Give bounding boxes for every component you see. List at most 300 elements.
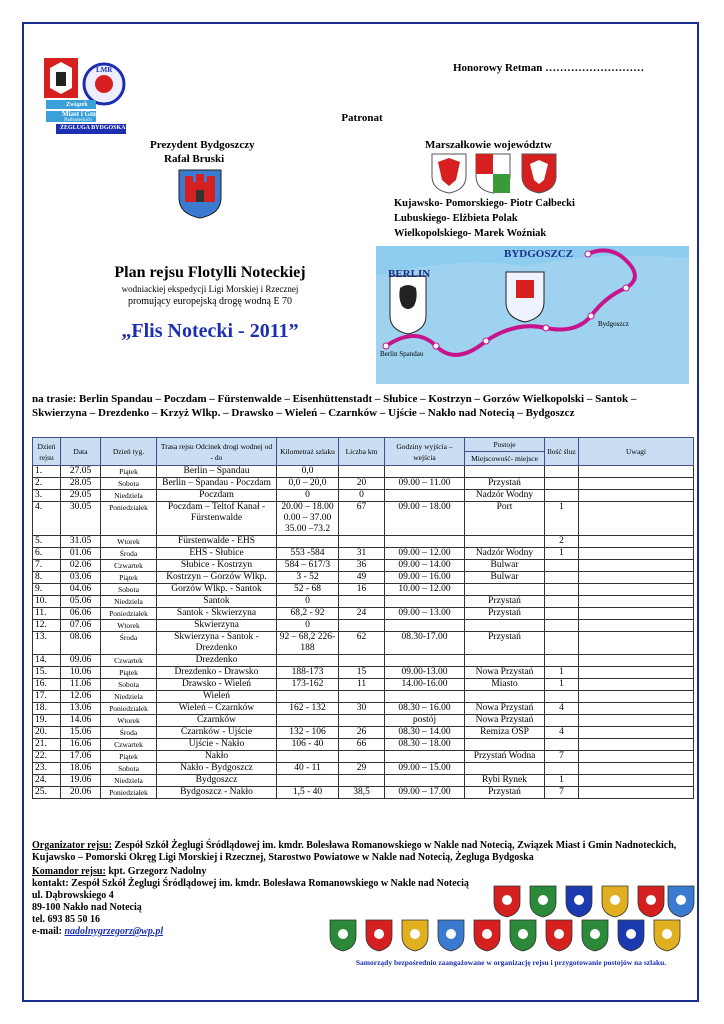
cell-distance: 26: [339, 727, 385, 739]
cell-stop-place: [465, 691, 545, 703]
cell-hours: [385, 536, 465, 548]
cell-locks: 4: [545, 703, 579, 715]
cell-route: Gorzów Wlkp. - Santok: [157, 584, 277, 596]
cell-route: Skwierzyna: [157, 620, 277, 632]
cell-day: 20.: [33, 727, 61, 739]
cell-route: EHS - Słubice: [157, 548, 277, 560]
table-row: [33, 727, 694, 739]
cell-stop-place: Przystań: [465, 596, 545, 608]
marshals-title: Marszałkowie województw: [425, 139, 552, 151]
cell-date: 16.06: [61, 739, 101, 751]
cell-notes: [579, 572, 694, 584]
cell-route: Nakło: [157, 751, 277, 763]
table-header-row: [33, 438, 694, 452]
cell-hours: 09.00-13.00: [385, 667, 465, 679]
cell-km: 188-173: [277, 667, 339, 679]
cell-route: Bydgoszcz - Nakło: [157, 787, 277, 799]
map-label-berlin: BERLIN: [388, 268, 431, 280]
table-row: [33, 691, 694, 703]
cell-locks: [545, 608, 579, 620]
cell-weekday: Piątek: [101, 466, 157, 478]
cell-day: 19.: [33, 715, 61, 727]
cell-date: 15.06: [61, 727, 101, 739]
cell-locks: [545, 620, 579, 632]
cell-distance: 49: [339, 572, 385, 584]
cell-locks: [545, 632, 579, 655]
cell-weekday: Sobota: [101, 679, 157, 691]
cell-date: 28.05: [61, 478, 101, 490]
cell-date: 12.06: [61, 691, 101, 703]
cell-date: 18.06: [61, 763, 101, 775]
cell-day: 22.: [33, 751, 61, 763]
cell-distance: 38,5: [339, 787, 385, 799]
marshals-list: [394, 196, 575, 241]
cell-hours: 08.30-17.00: [385, 632, 465, 655]
cell-weekday: Wtorek: [101, 536, 157, 548]
cell-notes: [579, 536, 694, 548]
cell-hours: 09.00 – 12.00: [385, 548, 465, 560]
cell-km: 132 - 106: [277, 727, 339, 739]
cell-date: 05.06: [61, 596, 101, 608]
cell-stop-place: Remiza OSP: [465, 727, 545, 739]
organizer-text: Zespół Szkół Żeglugi Śródlądowej im. kmdr. Bolesława Romanowskiego w Nakle nad Notecią, Związek Miast i Gmin Nadnoteckich, Kujawsko – Pomorski Okręg Ligi Morskiej i Rzecznej, Starostwo Powiatowe w Nakle nad Notecią, Żegluga Bydgoska: [32, 840, 677, 863]
cell-date: 31.05: [61, 536, 101, 548]
cell-notes: [579, 466, 694, 478]
cell-stop-place: [465, 620, 545, 632]
cell-locks: 2: [545, 536, 579, 548]
cell-day: 11.: [33, 608, 61, 620]
crest-emblem-icon: [626, 929, 636, 939]
cell-locks: 1: [545, 502, 579, 536]
table-row: [33, 536, 694, 548]
cell-distance: 31: [339, 548, 385, 560]
cell-date: 03.06: [61, 572, 101, 584]
cell-weekday: Poniedziałek: [101, 608, 157, 620]
cell-km: 162 - 132: [277, 703, 339, 715]
header-weekday: Dzień tyg.: [101, 438, 157, 466]
cell-weekday: Czwartek: [101, 655, 157, 667]
cell-weekday: Niedziela: [101, 490, 157, 502]
cell-route: Drezdenko: [157, 655, 277, 667]
table-row: [33, 608, 694, 620]
cell-notes: [579, 584, 694, 596]
cell-km: 3 - 52: [277, 572, 339, 584]
cell-locks: [545, 572, 579, 584]
cell-stop-place: Przystań: [465, 478, 545, 490]
cell-stop-place: Nowa Przystań: [465, 667, 545, 679]
cell-notes: [579, 739, 694, 751]
cell-distance: [339, 536, 385, 548]
header-notes: Uwagi: [579, 438, 694, 466]
patron-title: Patronat: [341, 112, 383, 124]
cell-weekday: Niedziela: [101, 596, 157, 608]
cell-notes: [579, 548, 694, 560]
cell-km: 106 - 40: [277, 739, 339, 751]
cell-locks: 7: [545, 787, 579, 799]
honorary-retman: Honorowy Retman ………………………: [453, 62, 645, 74]
cell-notes: [579, 751, 694, 763]
cell-day: 25.: [33, 787, 61, 799]
cell-notes: [579, 502, 694, 536]
table-row: [33, 632, 694, 655]
cell-notes: [579, 596, 694, 608]
table-row: [33, 620, 694, 632]
cell-date: 04.06: [61, 584, 101, 596]
map-label-bydgoszcz-city: Bydgoszcz: [598, 320, 629, 328]
cell-hours: [385, 490, 465, 502]
cell-day: 1.: [33, 466, 61, 478]
cell-route: Poczdam: [157, 490, 277, 502]
cell-notes: [579, 560, 694, 572]
footer-phone: tel. 693 85 50 16: [32, 914, 101, 925]
cell-distance: 30: [339, 703, 385, 715]
cell-date: 10.06: [61, 667, 101, 679]
cell-stop-place: [465, 584, 545, 596]
table-row: [33, 715, 694, 727]
table-row: [33, 763, 694, 775]
cell-stop-place: Nadzór Wodny: [465, 548, 545, 560]
cell-distance: 29: [339, 763, 385, 775]
cell-distance: 15: [339, 667, 385, 679]
header-stop: Postoje: [465, 438, 545, 452]
table-row: [33, 751, 694, 763]
table-row: [33, 703, 694, 715]
cell-weekday: Wtorek: [101, 715, 157, 727]
crest-emblem-icon: [554, 929, 564, 939]
commander-label: Komandor rejsu:: [32, 866, 106, 877]
crest-emblem-icon: [676, 895, 686, 905]
cell-km: 0: [277, 596, 339, 608]
map-label-spandau: Berlin Spandau: [380, 350, 424, 358]
header-distance: Liczba km: [339, 438, 385, 466]
logo-text-2: Miast i Gmin: [62, 110, 102, 118]
cell-day: 8.: [33, 572, 61, 584]
cell-stop-place: Bulwar: [465, 572, 545, 584]
bydgoszcz-crest-icon: [177, 168, 223, 225]
cell-km: 0,0 – 20,0: [277, 478, 339, 490]
cell-distance: [339, 751, 385, 763]
cell-weekday: Niedziela: [101, 775, 157, 787]
cell-weekday: Piątek: [101, 667, 157, 679]
cell-stop-place: [465, 655, 545, 667]
cell-distance: 24: [339, 608, 385, 620]
cell-notes: [579, 679, 694, 691]
marshal-wielkopolska: Wielkopolskiego- Marek Woźniak: [394, 228, 547, 239]
cell-route: Wieleń – Czarnków: [157, 703, 277, 715]
table-row: [33, 655, 694, 667]
email-label: e-mail:: [32, 926, 62, 937]
table-row: [33, 490, 694, 502]
cell-date: 09.06: [61, 655, 101, 667]
cell-hours: [385, 466, 465, 478]
cell-km: 0: [277, 620, 339, 632]
crest-emblem-icon: [410, 929, 420, 939]
cell-day: 15.: [33, 667, 61, 679]
cell-distance: 62: [339, 632, 385, 655]
cell-distance: 66: [339, 739, 385, 751]
cell-distance: 11: [339, 679, 385, 691]
footer-organizer: [32, 840, 694, 864]
footer-contact: kontakt: Zespół Szkół Żeglugi Śródlądowej im. kmdr. Bolesława Romanowskiego w Nakle nad Notecią: [32, 878, 469, 889]
table-row: [33, 572, 694, 584]
cell-distance: [339, 466, 385, 478]
cell-km: 553 -584: [277, 548, 339, 560]
table-row: [33, 596, 694, 608]
cell-hours: 09.00 – 17.00: [385, 787, 465, 799]
cell-locks: [545, 763, 579, 775]
cell-date: 07.06: [61, 620, 101, 632]
cell-locks: 1: [545, 548, 579, 560]
cell-stop-place: Nadzór Wodny: [465, 490, 545, 502]
cell-distance: [339, 691, 385, 703]
cell-hours: [385, 655, 465, 667]
cell-day: 5.: [33, 536, 61, 548]
cell-date: 19.06: [61, 775, 101, 787]
cell-route: Kostrzyn – Gorzów Wlkp.: [157, 572, 277, 584]
schedule-table: [32, 437, 694, 799]
cell-day: 9.: [33, 584, 61, 596]
president-name: Rafał Bruski: [164, 153, 225, 165]
cell-weekday: Wtorek: [101, 620, 157, 632]
cell-notes: [579, 632, 694, 655]
cell-route: Fürstenwalde - EHS: [157, 536, 277, 548]
logo-text-4: ŻEGLUGA BYDGOSKA: [60, 125, 126, 131]
cell-distance: [339, 655, 385, 667]
header-hours: Godziny wyjścia –wejścia: [385, 438, 465, 466]
cell-day: 16.: [33, 679, 61, 691]
cell-route: Poczdam – Teltof Kanał - Fürstenwalde: [157, 502, 277, 536]
header-km: Kilometraż szlaku: [277, 438, 339, 466]
cell-stop-place: Przystań: [465, 787, 545, 799]
cell-hours: [385, 596, 465, 608]
cell-day: 6.: [33, 548, 61, 560]
cell-date: 06.06: [61, 608, 101, 620]
cell-weekday: Sobota: [101, 478, 157, 490]
municipalities-caption: Samorządy bezpośrednio zaangażowane w organizację rejsu i przygotowanie postojów na szlaku.: [355, 958, 667, 967]
organizer-logos: [40, 48, 140, 138]
cell-hours: 09.00 – 18.00: [385, 502, 465, 536]
cell-hours: [385, 775, 465, 787]
cell-stop-place: Przystań: [465, 632, 545, 655]
crest-emblem-icon: [538, 895, 548, 905]
cell-km: [277, 751, 339, 763]
cell-notes: [579, 478, 694, 490]
crest-emblem-icon: [338, 929, 348, 939]
cell-km: [277, 691, 339, 703]
cell-locks: [545, 596, 579, 608]
cell-stop-place: [465, 466, 545, 478]
cell-route: Słubice - Kostrzyn: [157, 560, 277, 572]
cell-km: 20.00 – 18.00 0.00 – 37.00 35.00 –73.2: [277, 502, 339, 536]
cell-stop-place: Przystań: [465, 608, 545, 620]
crest-emblem-icon: [502, 895, 512, 905]
cell-route: Bydgoszcz: [157, 775, 277, 787]
cell-locks: [545, 478, 579, 490]
cell-weekday: Poniedziałek: [101, 703, 157, 715]
cell-distance: [339, 715, 385, 727]
plan-title: Plan rejsu Flotylli Noteckiej: [114, 264, 306, 281]
header-stop-place: Miejscowość- miejsce: [465, 452, 545, 466]
cell-day: 7.: [33, 560, 61, 572]
cell-stop-place: [465, 739, 545, 751]
table-row: [33, 739, 694, 751]
cell-hours: 09.00 – 11.00: [385, 478, 465, 490]
cell-km: [277, 655, 339, 667]
cell-route: Drawsko - Wieleń: [157, 679, 277, 691]
cell-locks: [545, 490, 579, 502]
cell-locks: 1: [545, 679, 579, 691]
cell-day: 3.: [33, 490, 61, 502]
cell-stop-place: [465, 536, 545, 548]
cell-date: 13.06: [61, 703, 101, 715]
cell-day: 12.: [33, 620, 61, 632]
cell-hours: [385, 751, 465, 763]
cell-stop-place: [465, 763, 545, 775]
cell-hours: 08.30 – 16.00: [385, 703, 465, 715]
cell-stop-place: Przystań Wodna: [465, 751, 545, 763]
cell-km: 1,5 - 40: [277, 787, 339, 799]
cell-day: 17.: [33, 691, 61, 703]
cell-date: 08.06: [61, 632, 101, 655]
cell-date: 27.05: [61, 466, 101, 478]
cell-notes: [579, 667, 694, 679]
cell-route: Berlin – Spandau: [157, 466, 277, 478]
cell-route: Berlin – Spandau - Poczdam: [157, 478, 277, 490]
cell-hours: 09.00 – 14.00: [385, 560, 465, 572]
cell-hours: 08.30 – 14.00: [385, 727, 465, 739]
cell-date: 29.05: [61, 490, 101, 502]
cell-date: 20.06: [61, 787, 101, 799]
cell-hours: [385, 691, 465, 703]
crest-emblem-icon: [574, 895, 584, 905]
cell-notes: [579, 703, 694, 715]
cell-km: [277, 536, 339, 548]
cell-distance: 20: [339, 478, 385, 490]
cell-route: Santok: [157, 596, 277, 608]
table-row: [33, 679, 694, 691]
cell-day: 18.: [33, 703, 61, 715]
crest-emblem-icon: [446, 929, 456, 939]
cell-stop-place: Nowa Przystań: [465, 703, 545, 715]
cell-notes: [579, 691, 694, 703]
cell-notes: [579, 787, 694, 799]
cell-distance: 16: [339, 584, 385, 596]
cell-weekday: Środa: [101, 548, 157, 560]
plan-subtitle-2: promujący europejską drogę wodną E 70: [127, 296, 293, 307]
table-row: [33, 775, 694, 787]
cell-stop-place: Port: [465, 502, 545, 536]
footer-commander: [32, 866, 206, 878]
cell-locks: 1: [545, 775, 579, 787]
cell-weekday: Sobota: [101, 584, 157, 596]
president-title: Prezydent Bydgoszczy: [150, 139, 255, 151]
cell-distance: 36: [339, 560, 385, 572]
cell-weekday: Poniedziałek: [101, 787, 157, 799]
table-row: [33, 502, 694, 536]
cell-weekday: Piątek: [101, 751, 157, 763]
header-locks: Ilość śluz: [545, 438, 579, 466]
cell-date: 02.06: [61, 560, 101, 572]
cell-notes: [579, 608, 694, 620]
cell-distance: [339, 775, 385, 787]
route-map: [376, 246, 689, 384]
cell-km: 0,0: [277, 466, 339, 478]
cell-locks: [545, 466, 579, 478]
marshal-lubuskie: Lubuskiego- Elżbieta Polak: [394, 213, 518, 224]
footer-address-1: ul. Dąbrowskiego 4: [32, 890, 114, 901]
cell-km: [277, 775, 339, 787]
cell-stop-place: Rybi Rynek: [465, 775, 545, 787]
cell-route: Drezdenko - Drawsko: [157, 667, 277, 679]
cell-hours: 09.00 – 16.00: [385, 572, 465, 584]
cell-hours: 14.00-16.00: [385, 679, 465, 691]
cell-km: 52 - 68: [277, 584, 339, 596]
logo-text-3: Nadnoteckich: [64, 118, 92, 123]
cell-km: 584 – 617/3: [277, 560, 339, 572]
cell-stop-place: Miasto: [465, 679, 545, 691]
cell-hours: postój: [385, 715, 465, 727]
cell-weekday: Piątek: [101, 572, 157, 584]
cell-notes: [579, 727, 694, 739]
cell-km: 40 - 11: [277, 763, 339, 775]
cell-route: Ujście - Nakło: [157, 739, 277, 751]
cell-locks: 7: [545, 751, 579, 763]
cell-hours: 10.00 – 12.00: [385, 584, 465, 596]
lmr-logo-text: LMR: [96, 66, 113, 74]
cell-km: 0: [277, 490, 339, 502]
cell-hours: 09.00 – 15.00: [385, 763, 465, 775]
cell-weekday: Środa: [101, 727, 157, 739]
cell-notes: [579, 490, 694, 502]
cell-date: 17.06: [61, 751, 101, 763]
cell-day: 13.: [33, 632, 61, 655]
crest-emblem-icon: [374, 929, 384, 939]
cell-weekday: Poniedziałek: [101, 502, 157, 536]
logo-text-1: Związek: [66, 102, 88, 108]
cell-distance: 67: [339, 502, 385, 536]
cell-date: 30.05: [61, 502, 101, 536]
plan-subtitle-1: wodniackiej ekspedycji Ligi Morskiej i Rzecznej: [121, 284, 299, 294]
cell-distance: [339, 596, 385, 608]
cell-hours: 09.00 – 13.00: [385, 608, 465, 620]
email-link[interactable]: nadolnygrzegorz@wp.pl: [64, 926, 164, 937]
route-description: na trasie: Berlin Spandau – Poczdam – Fürstenwalde – Eisenhüttenstadt – Słubice – Kostrzyn – Gorzów Wielkopolski – Santok – Skwierzyna – Drezdenko – Krzyż Wlkp. – Drawsko – Wieleń – Czarnków – Ujście – Nakło nad Notecią – Bydgoszcz: [32, 393, 637, 419]
cell-km: 173-162: [277, 679, 339, 691]
cell-day: 24.: [33, 775, 61, 787]
cell-locks: 4: [545, 727, 579, 739]
crest-emblem-icon: [662, 929, 672, 939]
cell-locks: [545, 739, 579, 751]
cell-notes: [579, 763, 694, 775]
cell-km: 92 – 68,2 226-188: [277, 632, 339, 655]
cell-route: Czarnków - Ujście: [157, 727, 277, 739]
cell-date: 01.06: [61, 548, 101, 560]
cell-date: 11.06: [61, 679, 101, 691]
cell-day: 14.: [33, 655, 61, 667]
cell-stop-place: Nowa Przystań: [465, 715, 545, 727]
voivodeship-crests-icon: [430, 152, 560, 199]
cell-route: Skwierzyna - Santok - Drezdenko: [157, 632, 277, 655]
cell-notes: [579, 655, 694, 667]
cell-locks: [545, 655, 579, 667]
cell-stop-place: Bulwar: [465, 560, 545, 572]
footer-address-2: 89-100 Nakło nad Notecią: [32, 902, 142, 913]
header-day: Dzień rejsu: [33, 438, 61, 466]
cell-day: 10.: [33, 596, 61, 608]
cell-weekday: Niedziela: [101, 691, 157, 703]
cell-distance: [339, 620, 385, 632]
crest-emblem-icon: [610, 895, 620, 905]
